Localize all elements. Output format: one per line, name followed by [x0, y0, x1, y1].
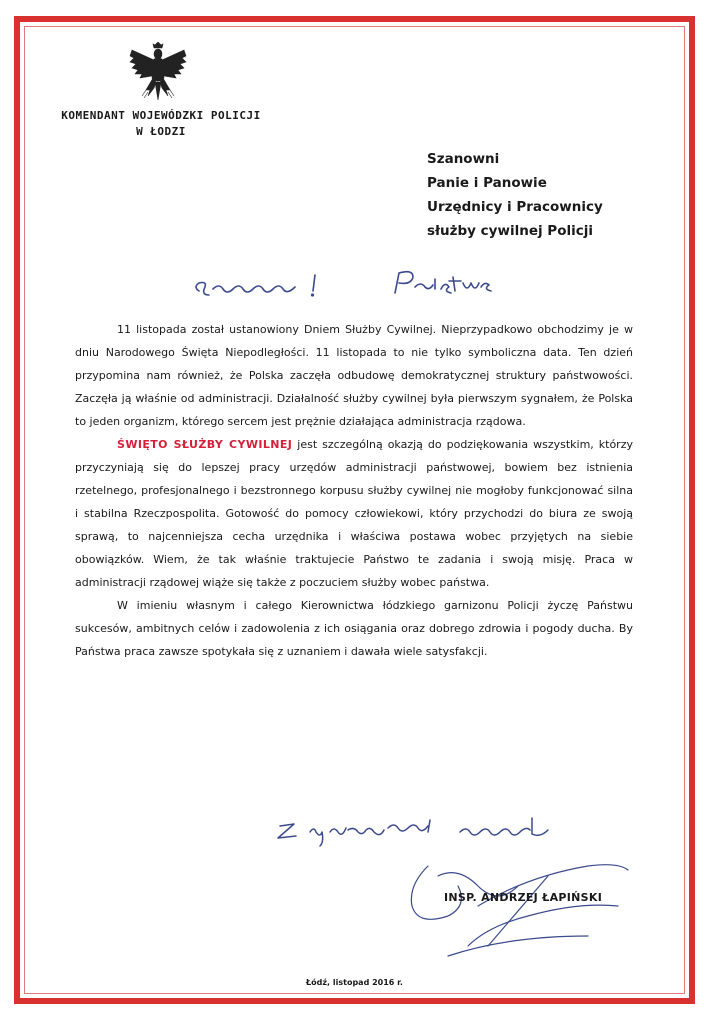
body-paragraph: W imieniu własnym i całego Kierownictwa łódzkiego garnizonu Policji życzę Państwu sukcesów, ambitnych celów i zadowolenia z ich osiągania oraz dobrego zdrowia i pogody ducha. By Państwa praca zawsze spotykała się z uznaniem i dawała wiele satysfakcji. — [75, 599, 633, 658]
handwritten-greeting — [185, 265, 555, 307]
issuer-title — [40, 108, 282, 140]
issuer-title-line2: W ŁODZI — [136, 125, 186, 138]
handwritten-closing — [270, 808, 650, 848]
salutation-line: Panie i Panowie — [427, 175, 547, 191]
body-paragraph: 11 listopada został ustanowiony Dniem Służby Cywilnej. Nieprzypadkowo obchodzimy je w dniu Narodowego Święta Niepodległości. 11 listopada to nie tylko symboliczna data. Ten dzień przypomina nam również, że Polska zaczęła odbudowę demokratycznej struktury państwowości. Zaczęła ją właśnie od administracji. Działalność służby cywilnej była pierwszym sygnałem, że Polska to jeden organizm, którego sercem jest prężnie działająca administracja rządowa. — [75, 323, 633, 428]
salutation-line: Szanowni — [427, 151, 500, 167]
body-paragraph-text: jest szczególną okazją do podziękowania wszystkim, którzy przyczyniają się do lepszej pracy urzędów administracji państwowej, bowiem bez istnienia rzetelnego, profesjonalnego i bezstronnego korpusu służby cywilnej nie mogłoby funkcjonować silna i stabilna Rzeczpospolita. Gotowość do pomocy człowiekowi, który przychodzi do biura ze swoją sprawą, to najcenniejsza cecha urzędnika i właściwa postawa wobec przyjętych na siebie obowiązków. Wiem, że tak właśnie traktujecie Państwo te zadania i swoją misję. Praca w administracji rządowej wiąże się także z poczuciem służby wobec państwa. — [75, 438, 633, 589]
salutation-line: Urzędnicy i Pracownicy — [427, 199, 603, 215]
eagle-emblem-icon — [128, 42, 188, 104]
salutation-line: służby cywilnej Policji — [427, 223, 593, 239]
signature-scribble — [388, 846, 638, 966]
holiday-name-highlight: ŚWIĘTO SŁUŻBY CYWILNEJ — [117, 438, 293, 451]
body-paragraph — [75, 433, 633, 594]
issuer-title-line1: KOMENDANT WOJEWÓDZKI POLICJI — [61, 109, 261, 122]
place-date: Łódź, listopad 2016 r. — [306, 978, 403, 987]
signatory-name: INSP. ANDRZEJ ŁAPIŃSKI — [444, 891, 603, 904]
salutation-block — [427, 147, 667, 243]
letter-body — [75, 318, 633, 663]
